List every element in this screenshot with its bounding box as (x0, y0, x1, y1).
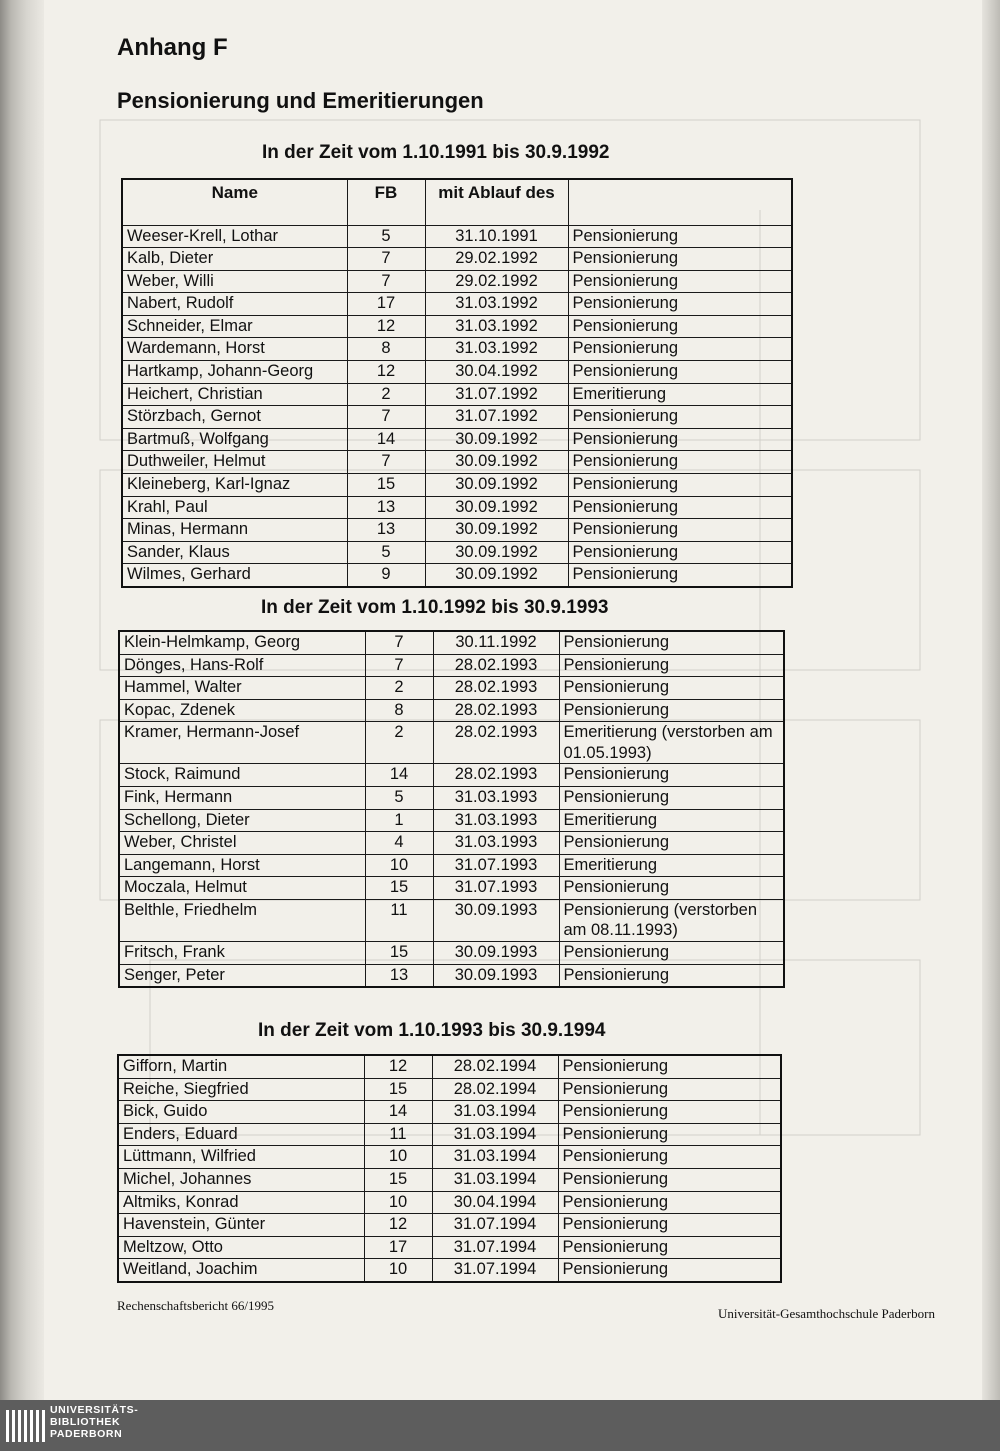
cell-type: Pensionierung (559, 764, 784, 787)
table-row (122, 270, 792, 293)
cell-type: Emeritierung (568, 383, 792, 406)
cell-name: Kopac, Zdenek (119, 699, 365, 722)
table-row (119, 899, 784, 941)
cell-name: Weber, Willi (122, 270, 347, 293)
cell-date: 31.03.1993 (433, 809, 559, 832)
cell-name: Gifforn, Martin (118, 1055, 364, 1078)
cell-fb: 14 (365, 764, 433, 787)
table-row (119, 809, 784, 832)
table-row (118, 1146, 781, 1169)
cell-date: 31.03.1993 (433, 786, 559, 809)
cell-date: 31.07.1992 (425, 406, 568, 429)
table-row (118, 1055, 781, 1078)
section-3-period: In der Zeit vom 1.10.1993 bis 30.9.1994 (258, 1020, 606, 1041)
cell-type: Pensionierung (568, 248, 792, 271)
table-row (122, 338, 792, 361)
cell-date: 31.03.1992 (425, 338, 568, 361)
cell-date: 31.03.1992 (425, 315, 568, 338)
cell-type: Pensionierung (558, 1168, 781, 1191)
cell-fb: 7 (347, 248, 425, 271)
table-row (118, 1214, 781, 1237)
cell-fb: 7 (347, 270, 425, 293)
cell-fb: 10 (364, 1259, 432, 1282)
cell-type: Emeritierung (559, 854, 784, 877)
book-spine-shadow (0, 0, 44, 1400)
cell-fb: 9 (347, 564, 425, 587)
cell-date: 28.02.1994 (432, 1078, 558, 1101)
cell-name: Senger, Peter (119, 964, 365, 987)
table-row (122, 383, 792, 406)
col-header-name: Name (122, 179, 347, 225)
cell-name: Weber, Christel (119, 832, 365, 855)
cell-name: Enders, Eduard (118, 1123, 364, 1146)
table-row (118, 1259, 781, 1282)
cell-type: Pensionierung (558, 1236, 781, 1259)
footer-report-title: Rechenschaftsbericht 66/1995 (117, 1298, 275, 1313)
table-row (118, 1191, 781, 1214)
cell-fb: 2 (347, 383, 425, 406)
library-name-line1: UNIVERSITÄTS- (50, 1404, 139, 1416)
cell-fb: 17 (364, 1236, 432, 1259)
cell-name: Wilmes, Gerhard (122, 564, 347, 587)
footer-university: Universität-Gesamthochschule Paderborn (718, 1306, 935, 1321)
table-row (122, 315, 792, 338)
cell-date: 31.07.1994 (432, 1259, 558, 1282)
appendix-label: Anhang F (117, 34, 228, 61)
cell-fb: 13 (347, 519, 425, 542)
cell-date: 31.07.1993 (433, 854, 559, 877)
cell-name: Duthweiler, Helmut (122, 451, 347, 474)
cell-fb: 17 (347, 293, 425, 316)
cell-date: 31.07.1992 (425, 383, 568, 406)
cell-name: Heichert, Christian (122, 383, 347, 406)
cell-name: Kleineberg, Karl-Ignaz (122, 474, 347, 497)
cell-type: Pensionierung (568, 428, 792, 451)
cell-name: Belthle, Friedhelm (119, 899, 365, 941)
cell-date: 31.03.1994 (432, 1101, 558, 1124)
cell-type: Pensionierung (559, 832, 784, 855)
table-row (118, 1236, 781, 1259)
page-edge (982, 0, 1000, 1400)
cell-fb: 4 (365, 832, 433, 855)
cell-fb: 15 (365, 877, 433, 900)
cell-fb: 13 (347, 496, 425, 519)
cell-fb: 12 (364, 1214, 432, 1237)
cell-fb: 7 (365, 654, 433, 677)
cell-name: Weeser-Krell, Lothar (122, 225, 347, 248)
cell-date: 30.09.1992 (425, 496, 568, 519)
cell-fb: 13 (365, 964, 433, 987)
cell-date: 31.03.1994 (432, 1146, 558, 1169)
library-name-line2: BIBLIOTHEK (50, 1416, 121, 1428)
table-row (119, 764, 784, 787)
table-row (122, 564, 792, 587)
cell-date: 30.09.1992 (425, 451, 568, 474)
cell-date: 30.11.1992 (433, 631, 559, 654)
table-1993-1994 (117, 1054, 782, 1283)
page-title: Pensionierung und Emeritierungen (117, 88, 484, 113)
cell-type: Pensionierung (558, 1078, 781, 1101)
cell-fb: 14 (364, 1101, 432, 1124)
table-row (119, 677, 784, 700)
cell-fb: 2 (365, 722, 433, 764)
cell-fb: 10 (364, 1146, 432, 1169)
table-row (119, 964, 784, 987)
table-row (118, 1123, 781, 1146)
cell-type: Pensionierung (559, 631, 784, 654)
table-row (122, 496, 792, 519)
library-name-line3: PADERBORN (50, 1428, 123, 1440)
table-row (119, 877, 784, 900)
cell-type: Pensionierung (568, 519, 792, 542)
cell-name: Bartmuß, Wolfgang (122, 428, 347, 451)
table-row (118, 1101, 781, 1124)
cell-date: 30.04.1994 (432, 1191, 558, 1214)
cell-fb: 15 (347, 474, 425, 497)
cell-date: 31.03.1994 (432, 1123, 558, 1146)
cell-name: Krahl, Paul (122, 496, 347, 519)
table-row (119, 854, 784, 877)
cell-fb: 12 (347, 315, 425, 338)
cell-date: 28.02.1993 (433, 722, 559, 764)
cell-name: Bick, Guido (118, 1101, 364, 1124)
cell-date: 30.09.1992 (425, 428, 568, 451)
table-row (118, 1078, 781, 1101)
cell-type: Pensionierung (559, 654, 784, 677)
cell-date: 31.03.1994 (432, 1168, 558, 1191)
cell-date: 31.07.1993 (433, 877, 559, 900)
col-header-type (568, 179, 792, 225)
cell-type: Pensionierung (559, 699, 784, 722)
cell-date: 29.02.1992 (425, 248, 568, 271)
cell-date: 31.03.1992 (425, 293, 568, 316)
cell-name: Havenstein, Günter (118, 1214, 364, 1237)
cell-type: Pensionierung (568, 293, 792, 316)
cell-type: Pensionierung (568, 338, 792, 361)
cell-type: Emeritierung (verstorben am 01.05.1993) (559, 722, 784, 764)
cell-type: Pensionierung (558, 1259, 781, 1282)
table-row (119, 786, 784, 809)
cell-name: Fink, Hermann (119, 786, 365, 809)
cell-type: Pensionierung (559, 964, 784, 987)
table-row (119, 699, 784, 722)
cell-date: 30.09.1993 (433, 941, 559, 964)
cell-date: 31.10.1991 (425, 225, 568, 248)
cell-type: Pensionierung (568, 564, 792, 587)
cell-date: 28.02.1993 (433, 677, 559, 700)
cell-name: Hartkamp, Johann-Georg (122, 361, 347, 384)
cell-name: Störzbach, Gernot (122, 406, 347, 429)
cell-name: Altmiks, Konrad (118, 1191, 364, 1214)
col-header-ablauf: mit Ablauf des (425, 179, 568, 225)
cell-fb: 8 (365, 699, 433, 722)
table-row (118, 1168, 781, 1191)
cell-date: 31.07.1994 (432, 1214, 558, 1237)
table-row (122, 406, 792, 429)
cell-date: 30.09.1992 (425, 564, 568, 587)
table-row (122, 474, 792, 497)
cell-fb: 12 (364, 1055, 432, 1078)
table-row (119, 654, 784, 677)
cell-name: Kramer, Hermann-Josef (119, 722, 365, 764)
cell-type: Pensionierung (558, 1101, 781, 1124)
cell-name: Schneider, Elmar (122, 315, 347, 338)
cell-date: 28.02.1993 (433, 764, 559, 787)
cell-date: 30.09.1992 (425, 474, 568, 497)
cell-name: Wardemann, Horst (122, 338, 347, 361)
cell-fb: 12 (347, 361, 425, 384)
cell-fb: 15 (364, 1078, 432, 1101)
cell-type: Pensionierung (568, 496, 792, 519)
cell-type: Pensionierung (568, 406, 792, 429)
table-row (119, 722, 784, 764)
table-row (119, 941, 784, 964)
cell-fb: 14 (347, 428, 425, 451)
section-2-period: In der Zeit vom 1.10.1992 bis 30.9.1993 (261, 597, 609, 618)
cell-date: 28.02.1993 (433, 699, 559, 722)
cell-type: Pensionierung (verstorben am 08.11.1993) (559, 899, 784, 941)
cell-name: Minas, Hermann (122, 519, 347, 542)
cell-date: 30.09.1992 (425, 541, 568, 564)
cell-type: Pensionierung (559, 677, 784, 700)
cell-type: Pensionierung (568, 315, 792, 338)
cell-name: Sander, Klaus (122, 541, 347, 564)
cell-name: Fritsch, Frank (119, 941, 365, 964)
cell-fb: 5 (347, 541, 425, 564)
cell-name: Meltzow, Otto (118, 1236, 364, 1259)
cell-date: 31.07.1994 (432, 1236, 558, 1259)
cell-type: Pensionierung (558, 1123, 781, 1146)
table-row (119, 832, 784, 855)
cell-date: 31.03.1993 (433, 832, 559, 855)
section-1-period: In der Zeit vom 1.10.1991 bis 30.9.1992 (262, 142, 610, 163)
cell-type: Pensionierung (558, 1146, 781, 1169)
cell-name: Michel, Johannes (118, 1168, 364, 1191)
cell-fb: 5 (365, 786, 433, 809)
cell-fb: 7 (347, 451, 425, 474)
cell-fb: 10 (365, 854, 433, 877)
cell-fb: 5 (347, 225, 425, 248)
table-row (119, 631, 784, 654)
cell-fb: 10 (364, 1191, 432, 1214)
cell-type: Pensionierung (568, 361, 792, 384)
cell-type: Emeritierung (559, 809, 784, 832)
cell-name: Lüttmann, Wilfried (118, 1146, 364, 1169)
table-row (122, 293, 792, 316)
cell-fb: 7 (347, 406, 425, 429)
col-header-fb: FB (347, 179, 425, 225)
cell-type: Pensionierung (568, 451, 792, 474)
cell-date: 30.09.1992 (425, 519, 568, 542)
cell-name: Langemann, Horst (119, 854, 365, 877)
cell-type: Pensionierung (568, 541, 792, 564)
cell-fb: 11 (364, 1123, 432, 1146)
cell-name: Weitland, Joachim (118, 1259, 364, 1282)
cell-name: Nabert, Rudolf (122, 293, 347, 316)
table-row (122, 225, 792, 248)
cell-name: Kalb, Dieter (122, 248, 347, 271)
cell-name: Moczala, Helmut (119, 877, 365, 900)
library-logo-icon (4, 1404, 48, 1448)
cell-name: Dönges, Hans-Rolf (119, 654, 365, 677)
cell-type: Pensionierung (568, 474, 792, 497)
cell-fb: 15 (365, 941, 433, 964)
cell-date: 30.09.1993 (433, 964, 559, 987)
table-1991-1992 (121, 178, 793, 588)
table-row (122, 428, 792, 451)
cell-fb: 15 (364, 1168, 432, 1191)
cell-date: 28.02.1994 (432, 1055, 558, 1078)
table-row (122, 519, 792, 542)
cell-name: Reiche, Siegfried (118, 1078, 364, 1101)
cell-date: 28.02.1993 (433, 654, 559, 677)
library-footer-bar (0, 1400, 1000, 1451)
table-row (122, 361, 792, 384)
cell-fb: 1 (365, 809, 433, 832)
cell-fb: 2 (365, 677, 433, 700)
cell-name: Stock, Raimund (119, 764, 365, 787)
cell-fb: 7 (365, 631, 433, 654)
cell-name: Schellong, Dieter (119, 809, 365, 832)
table-row (122, 248, 792, 271)
cell-type: Pensionierung (558, 1055, 781, 1078)
cell-name: Hammel, Walter (119, 677, 365, 700)
cell-type: Pensionierung (568, 270, 792, 293)
cell-fb: 8 (347, 338, 425, 361)
table-row (122, 541, 792, 564)
cell-date: 30.09.1993 (433, 899, 559, 941)
cell-type: Pensionierung (559, 786, 784, 809)
cell-fb: 11 (365, 899, 433, 941)
cell-date: 29.02.1992 (425, 270, 568, 293)
cell-type: Pensionierung (568, 225, 792, 248)
cell-type: Pensionierung (558, 1191, 781, 1214)
library-name (50, 1404, 138, 1440)
table-1992-1993 (118, 630, 785, 988)
cell-date: 30.04.1992 (425, 361, 568, 384)
cell-name: Klein-Helmkamp, Georg (119, 631, 365, 654)
table-row (122, 451, 792, 474)
cell-type: Pensionierung (558, 1214, 781, 1237)
cell-type: Pensionierung (559, 941, 784, 964)
cell-type: Pensionierung (559, 877, 784, 900)
